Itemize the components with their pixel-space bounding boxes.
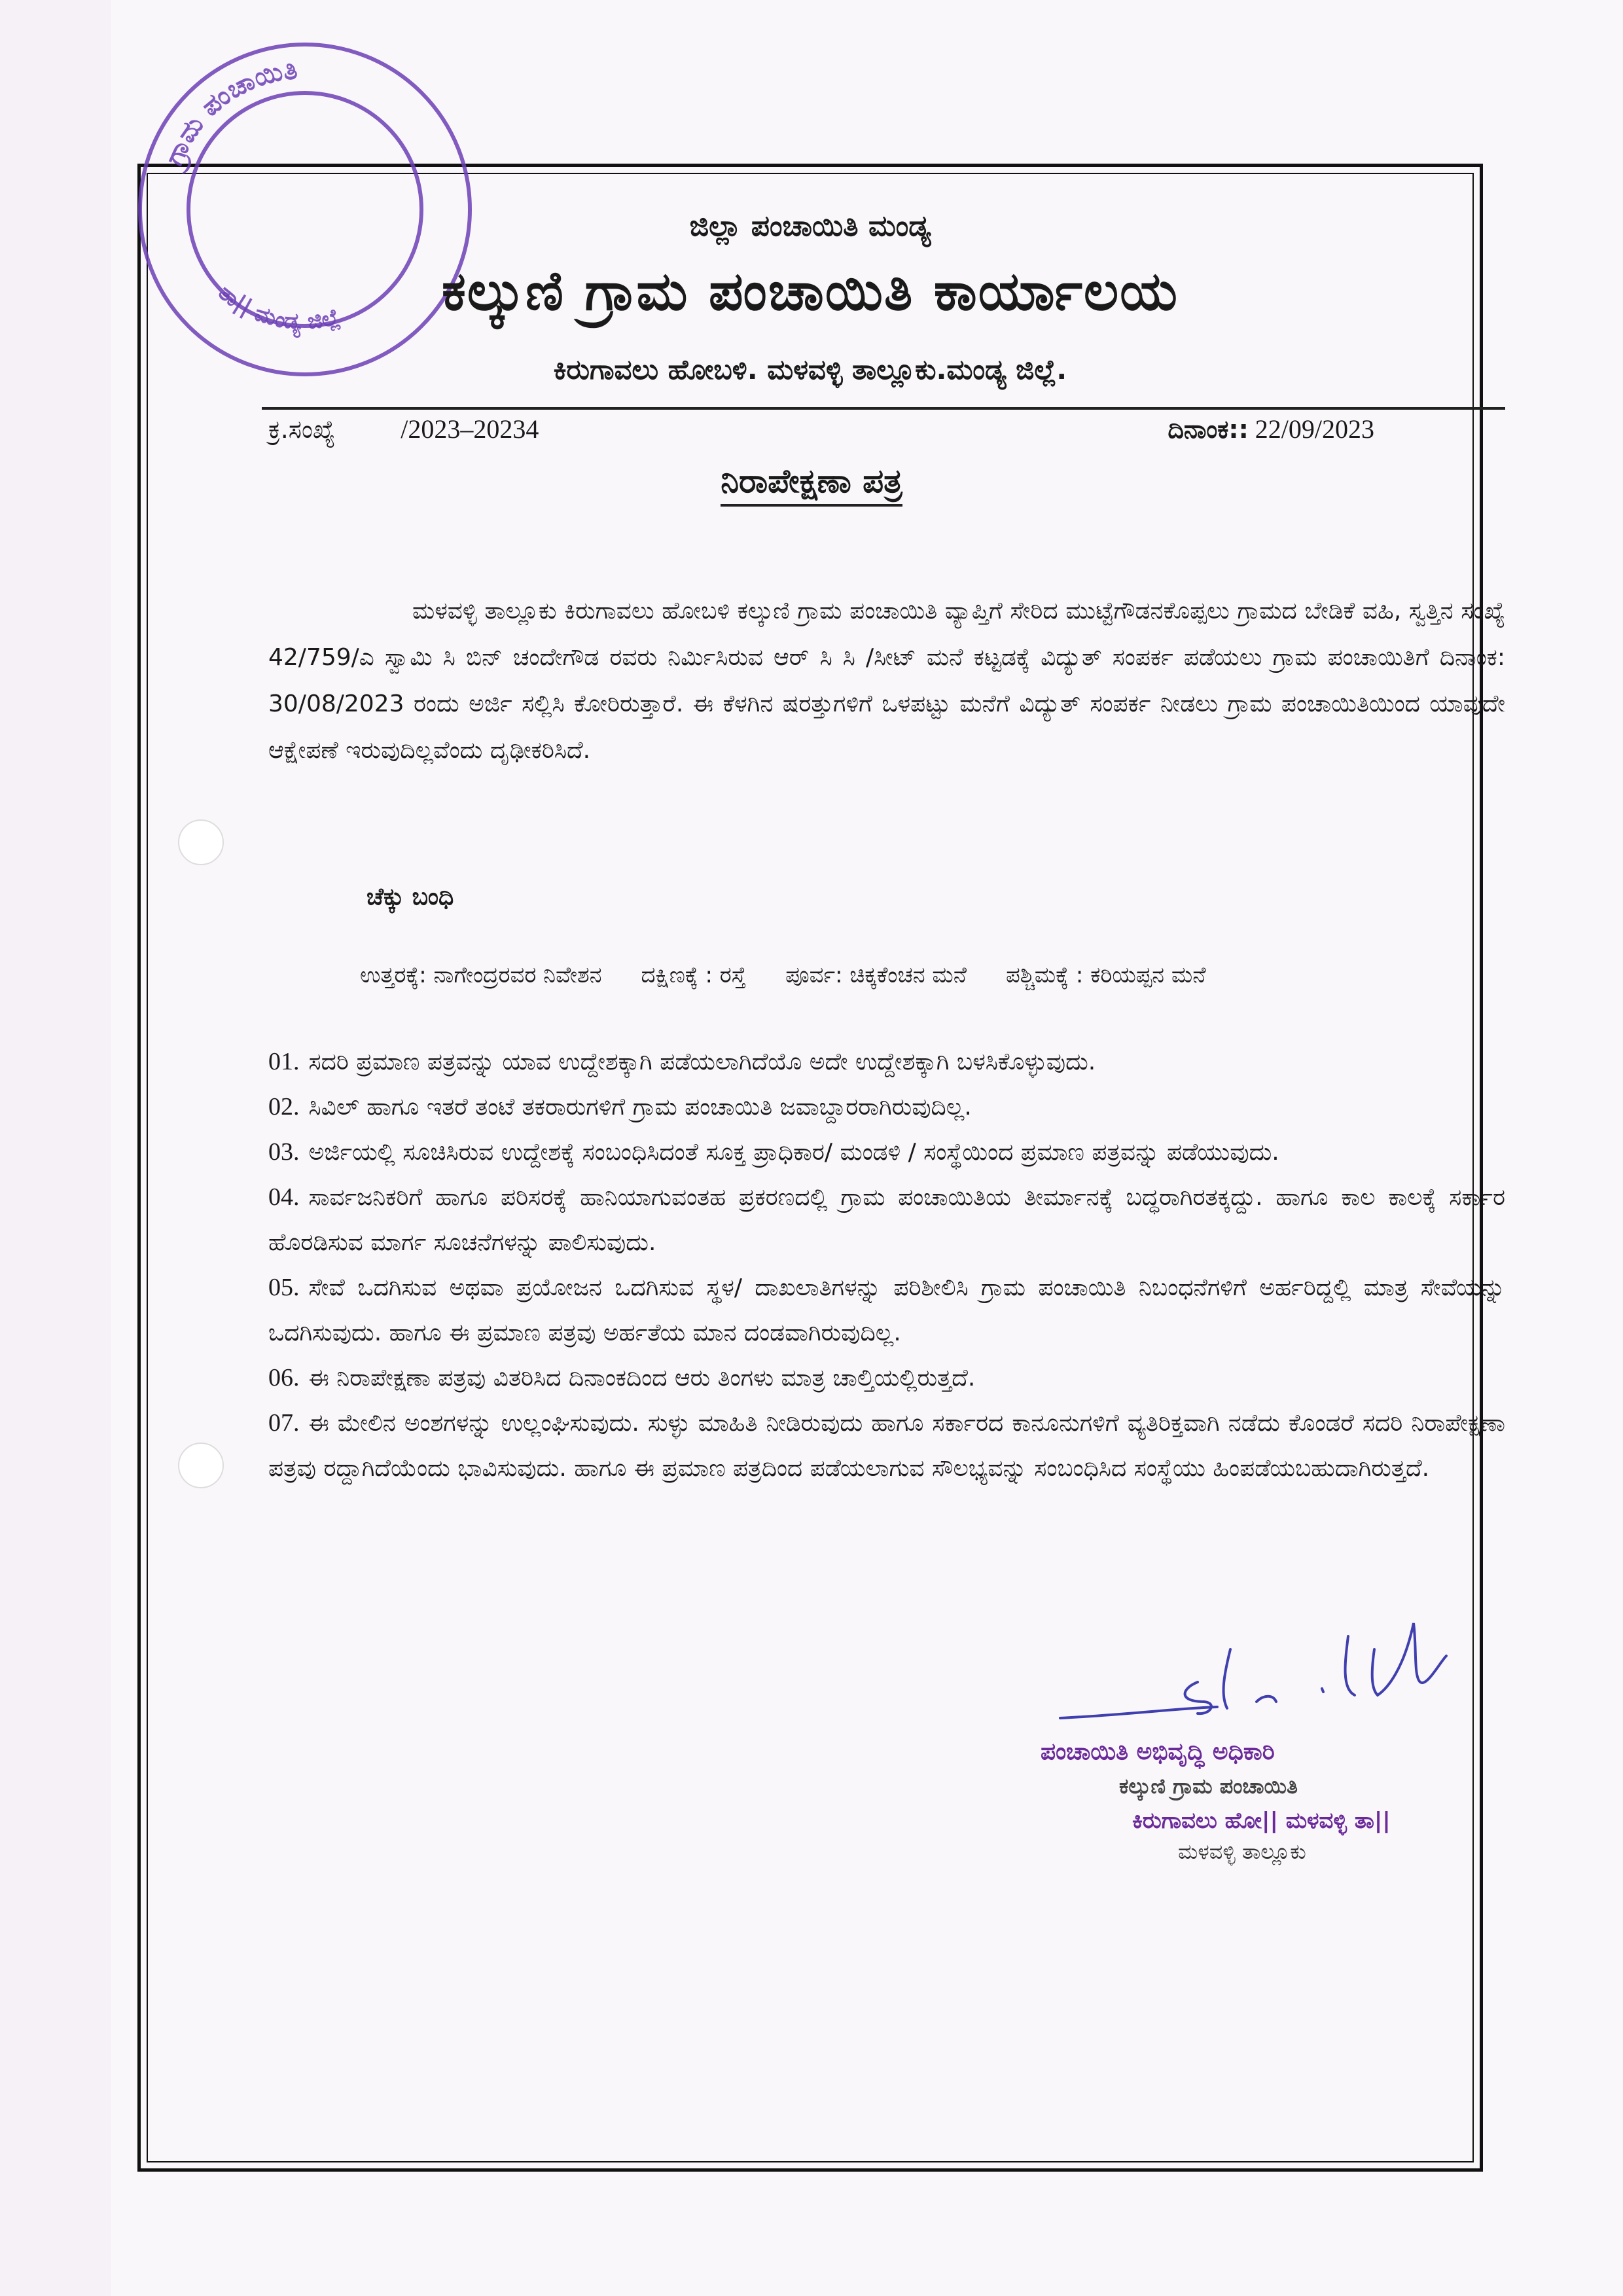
letter-subject bbox=[0, 462, 1623, 501]
condition-number: 01. bbox=[268, 1048, 300, 1075]
condition-text: ಅರ್ಜಿಯಲ್ಲಿ ಸೂಚಿಸಿರುವ ಉದ್ದೇಶಕ್ಕೆ ಸಂಬಂಧಿಸಿದಂತೆ ಸೂಕ್ತ ಪ್ರಾಧಿಕಾರ/ ಮಂಡಳಿ / ಸಂಸ್ಥೆಯಿಂದ ಪ್ರಮಾಣ ಪತ್ರವನ್ನು ಪಡೆಯುವುದು. bbox=[308, 1139, 1279, 1166]
condition-text: ಸಿವಿಲ್ ಹಾಗೂ ಇತರೆ ತಂಟೆ ತಕರಾರುಗಳಿಗೆ ಗ್ರಾಮ ಪಂಚಾಯಿತಿ ಜವಾಬ್ದಾರರಾಗಿರುವುದಿಲ್ಲ. bbox=[308, 1094, 972, 1121]
signature-block bbox=[1041, 1610, 1518, 1885]
reference-label: ಕ್ರ.ಸಂಖ್ಯೆ bbox=[268, 415, 336, 444]
condition-number: 05. bbox=[268, 1274, 300, 1301]
condition-number: 03. bbox=[268, 1138, 300, 1166]
reference-value: /2023–20234 bbox=[401, 414, 539, 444]
seal-text-bottom: ತಾ|| ಮಂಡ್ಯ ಜಿಲ್ಲೆ bbox=[213, 279, 342, 335]
condition-item bbox=[268, 1355, 1505, 1401]
seal-text-top: ಗ್ರಾಮ ಪಂಚಾಯಿತಿ bbox=[158, 54, 299, 170]
condition-item bbox=[268, 1175, 1505, 1265]
condition-text: ಸದರಿ ಪ್ರಮಾಣ ಪತ್ರವನ್ನು ಯಾವ ಉದ್ದೇಶಕ್ಕಾಗಿ ಪಡೆಯಲಾಗಿದೆಯೊ ಅದೇ ಉದ್ದೇಶಕ್ಕಾಗಿ ಬಳಸಿಕೊಳ್ಳುವುದು. bbox=[308, 1049, 1096, 1075]
taluk-stamp: ಮಳವಳ್ಳಿ ತಾಲ್ಲೂಕು bbox=[1178, 1839, 1306, 1864]
panchayat-name-stamp: ಕಲ್ಕುಣಿ ಗ್ರಾಮ ಪಂಚಾಯಿತಿ bbox=[1119, 1774, 1298, 1799]
boundary-east: ಪೂರ್ವ: ಚಿಕ್ಕಕೆಂಚನ ಮನೆ bbox=[785, 962, 967, 988]
date-value: 22/09/2023 bbox=[1255, 414, 1374, 444]
boundary-south: ದಕ್ಷಿಣಕ್ಕೆ : ರಸ್ತೆ bbox=[641, 962, 747, 988]
office-address: ಕಿರುಗಾವಲು ಹೋಬಳಿ. ಮಳವಳ್ಳಿ ತಾಲ್ಲೂಕು.ಮಂಡ್ಯ ಜಿಲ್ಲೆ. bbox=[553, 353, 1067, 386]
boundary-heading: ಚೆಕ್ಕು ಬಂಧಿ bbox=[366, 884, 454, 910]
designation-stamp: ಪಂಚಾಯಿತಿ ಅಭಿವೃದ್ಧಿ ಅಧಿಕಾರಿ bbox=[1041, 1738, 1275, 1765]
boundary-list bbox=[360, 962, 1505, 988]
condition-text: ಈ ನಿರಾಪೇಕ್ಷಣಾ ಪತ್ರವು ವಿತರಿಸಿದ ದಿನಾಂಕದಿಂದ ಆರು ತಿಂಗಳು ಮಾತ್ರ ಚಾಲ್ತಿಯಲ್ಲಿರುತ್ತದೆ. bbox=[308, 1365, 976, 1391]
svg-text:ಗ್ರಾಮ ಪಂಚಾಯಿತಿ bbox=[156, 55, 299, 176]
subject-text: ನಿರಾಪೇಕ್ಷಣಾ ಪತ್ರ bbox=[721, 462, 902, 507]
header-divider bbox=[262, 407, 1505, 410]
condition-item bbox=[268, 1039, 1505, 1085]
condition-text: ಈ ಮೇಲಿನ ಅಂಶಗಳನ್ನು ಉಲ್ಲಂಘಿಸುವುದು. ಸುಳ್ಳು ಮಾಹಿತಿ ನೀಡಿರುವುದು ಹಾಗೂ ಸರ್ಕಾರದ ಕಾನೂನುಗಳಿಗೆ ವ್ಯತಿರಿಕ್ತವಾಗಿ ನಡೆದು ಕೊಂಡರೆ ಸದರಿ ನಿರಾಪೇಕ್ಷಣಾ ಪತ್ರವು ರದ್ದಾಗಿದೆಯೆಂದು ಭಾವಿಸುವುದು. ಹಾಗೂ ಈ ಪ್ರಮಾಣ ಪತ್ರದಿಂದ ಪಡೆಯಲಾಗುವ ಸೌಲಭ್ಯವನ್ನು ಸಂಬಂಧಿಸಿದ ಸಂಸ್ಥೆಯು ಹಿಂಪಡೆಯಬಹುದಾಗಿರುತ್ತದೆ. bbox=[268, 1410, 1505, 1482]
reference-number bbox=[268, 414, 539, 444]
condition-item bbox=[268, 1401, 1505, 1491]
boundary-west: ಪಶ್ಚಿಮಕ್ಕೆ : ಕರಿಯಪ್ಪನ ಮನೆ bbox=[1006, 962, 1206, 988]
letter-date bbox=[1168, 414, 1374, 444]
condition-number: 06. bbox=[268, 1364, 300, 1391]
hobli-stamp: ಕಿರುಗಾವಲು ಹೋ|| ಮಳವಳ್ಳಿ ತಾ|| bbox=[1132, 1808, 1391, 1834]
district-name: ಜಿಲ್ಲಾ ಪಂಚಾಯಿತಿ ಮಂಡ್ಯ bbox=[689, 209, 931, 243]
condition-number: 04. bbox=[268, 1183, 300, 1211]
office-title: ಕಲ್ಕುಣಿ ಗ್ರಾಮ ಪಂಚಾಯಿತಿ ಕಾರ್ಯಾಲಯ bbox=[442, 260, 1179, 323]
handwritten-signature bbox=[1047, 1610, 1518, 1728]
condition-item bbox=[268, 1130, 1505, 1175]
body-paragraph: ಮಳವಳ್ಳಿ ತಾಲ್ಲೂಕು ಕಿರುಗಾವಲು ಹೋಬಳಿ ಕಲ್ಕುಣಿ ಗ್ರಾಮ ಪಂಚಾಯಿತಿ ವ್ಯಾಪ್ತಿಗೆ ಸೇರಿದ ಮುಟ್ಟೆಗೌಡನಕೊಪ್ಪಲು ಗ್ರಾಮದ ಬೇಡಿಕೆ ವಹಿ, ಸ್ವತ್ತಿನ ಸಂಖ್ಯೆ 42/759/ಎ ಸ್ವಾಮಿ ಸಿ ಬಿನ್ ಚಂದೇಗೌಡ ರವರು ನಿರ್ಮಿಸಿರುವ ಆರ್ ಸಿ ಸಿ /ಸೀಟ್ ಮನೆ ಕಟ್ಟಡಕ್ಕೆ ವಿದ್ಯುತ್ ಸಂಪರ್ಕ ಪಡೆಯಲು ಗ್ರಾಮ ಪಂಚಾಯಿತಿಗೆ ದಿನಾಂಕ: 30/08/2023 ರಂದು ಅರ್ಜಿ ಸಲ್ಲಿಸಿ ಕೋರಿರುತ್ತಾರೆ. ಈ ಕೆಳಗಿನ ಷರತ್ತುಗಳಿಗೆ ಒಳಪಟ್ಟು ಮನೆಗೆ ವಿದ್ಯುತ್ ಸಂಪರ್ಕ ನೀಡಲು ಗ್ರಾಮ ಪಂಚಾಯಿತಿಯಿಂದ ಯಾವುದೇ ಆಕ್ಷೇಪಣೆ ಇರುವುದಿಲ್ಲವೆಂದು ದೃಢೀಕರಿಸಿದೆ. bbox=[268, 598, 1505, 764]
condition-text: ಸೇವೆ ಒದಗಿಸುವ ಅಥವಾ ಪ್ರಯೋಜನ ಒದಗಿಸುವ ಸ್ಥಳ/ ದಾಖಲಾತಿಗಳನ್ನು ಪರಿಶೀಲಿಸಿ ಗ್ರಾಮ ಪಂಚಾಯಿತಿ ನಿಬಂಧನೆಗಳಿಗೆ ಅರ್ಹರಿದ್ದಲ್ಲಿ ಮಾತ್ರ ಸೇವೆಯನ್ನು ಒದಗಿಸುವುದು. ಹಾಗೂ ಈ ಪ್ರಮಾಣ ಪತ್ರವು ಅರ್ಹತೆಯ ಮಾನ ದಂಡವಾಗಿರುವುದಿಲ್ಲ. bbox=[268, 1274, 1505, 1346]
condition-item bbox=[268, 1085, 1505, 1130]
boundary-north: ಉತ್ತರಕ್ಕೆ: ನಾಗೇಂದ್ರರವರ ನಿವೇಶನ bbox=[360, 962, 602, 988]
condition-number: 07. bbox=[268, 1409, 300, 1437]
condition-number: 02. bbox=[268, 1093, 300, 1121]
date-label: ದಿನಾಂಕ:: bbox=[1168, 415, 1249, 444]
condition-text: ಸಾರ್ವಜನಿಕರಿಗೆ ಹಾಗೂ ಪರಿಸರಕ್ಕೆ ಹಾನಿಯಾಗುವಂತಹ ಪ್ರಕರಣದಲ್ಲಿ ಗ್ರಾಮ ಪಂಚಾಯಿತಿಯ ತೀರ್ಮಾನಕ್ಕೆ ಬದ್ಧರಾಗಿರತಕ್ಕದ್ದು. ಹಾಗೂ ಕಾಲ ಕಾಲಕ್ಕೆ ಸರ್ಕಾರ ಹೊರಡಿಸುವ ಮಾರ್ಗ ಸೂಚನೆಗಳನ್ನು ಪಾಲಿಸುವುದು. bbox=[268, 1184, 1505, 1256]
conditions-list bbox=[268, 1039, 1505, 1491]
condition-item bbox=[268, 1265, 1505, 1355]
